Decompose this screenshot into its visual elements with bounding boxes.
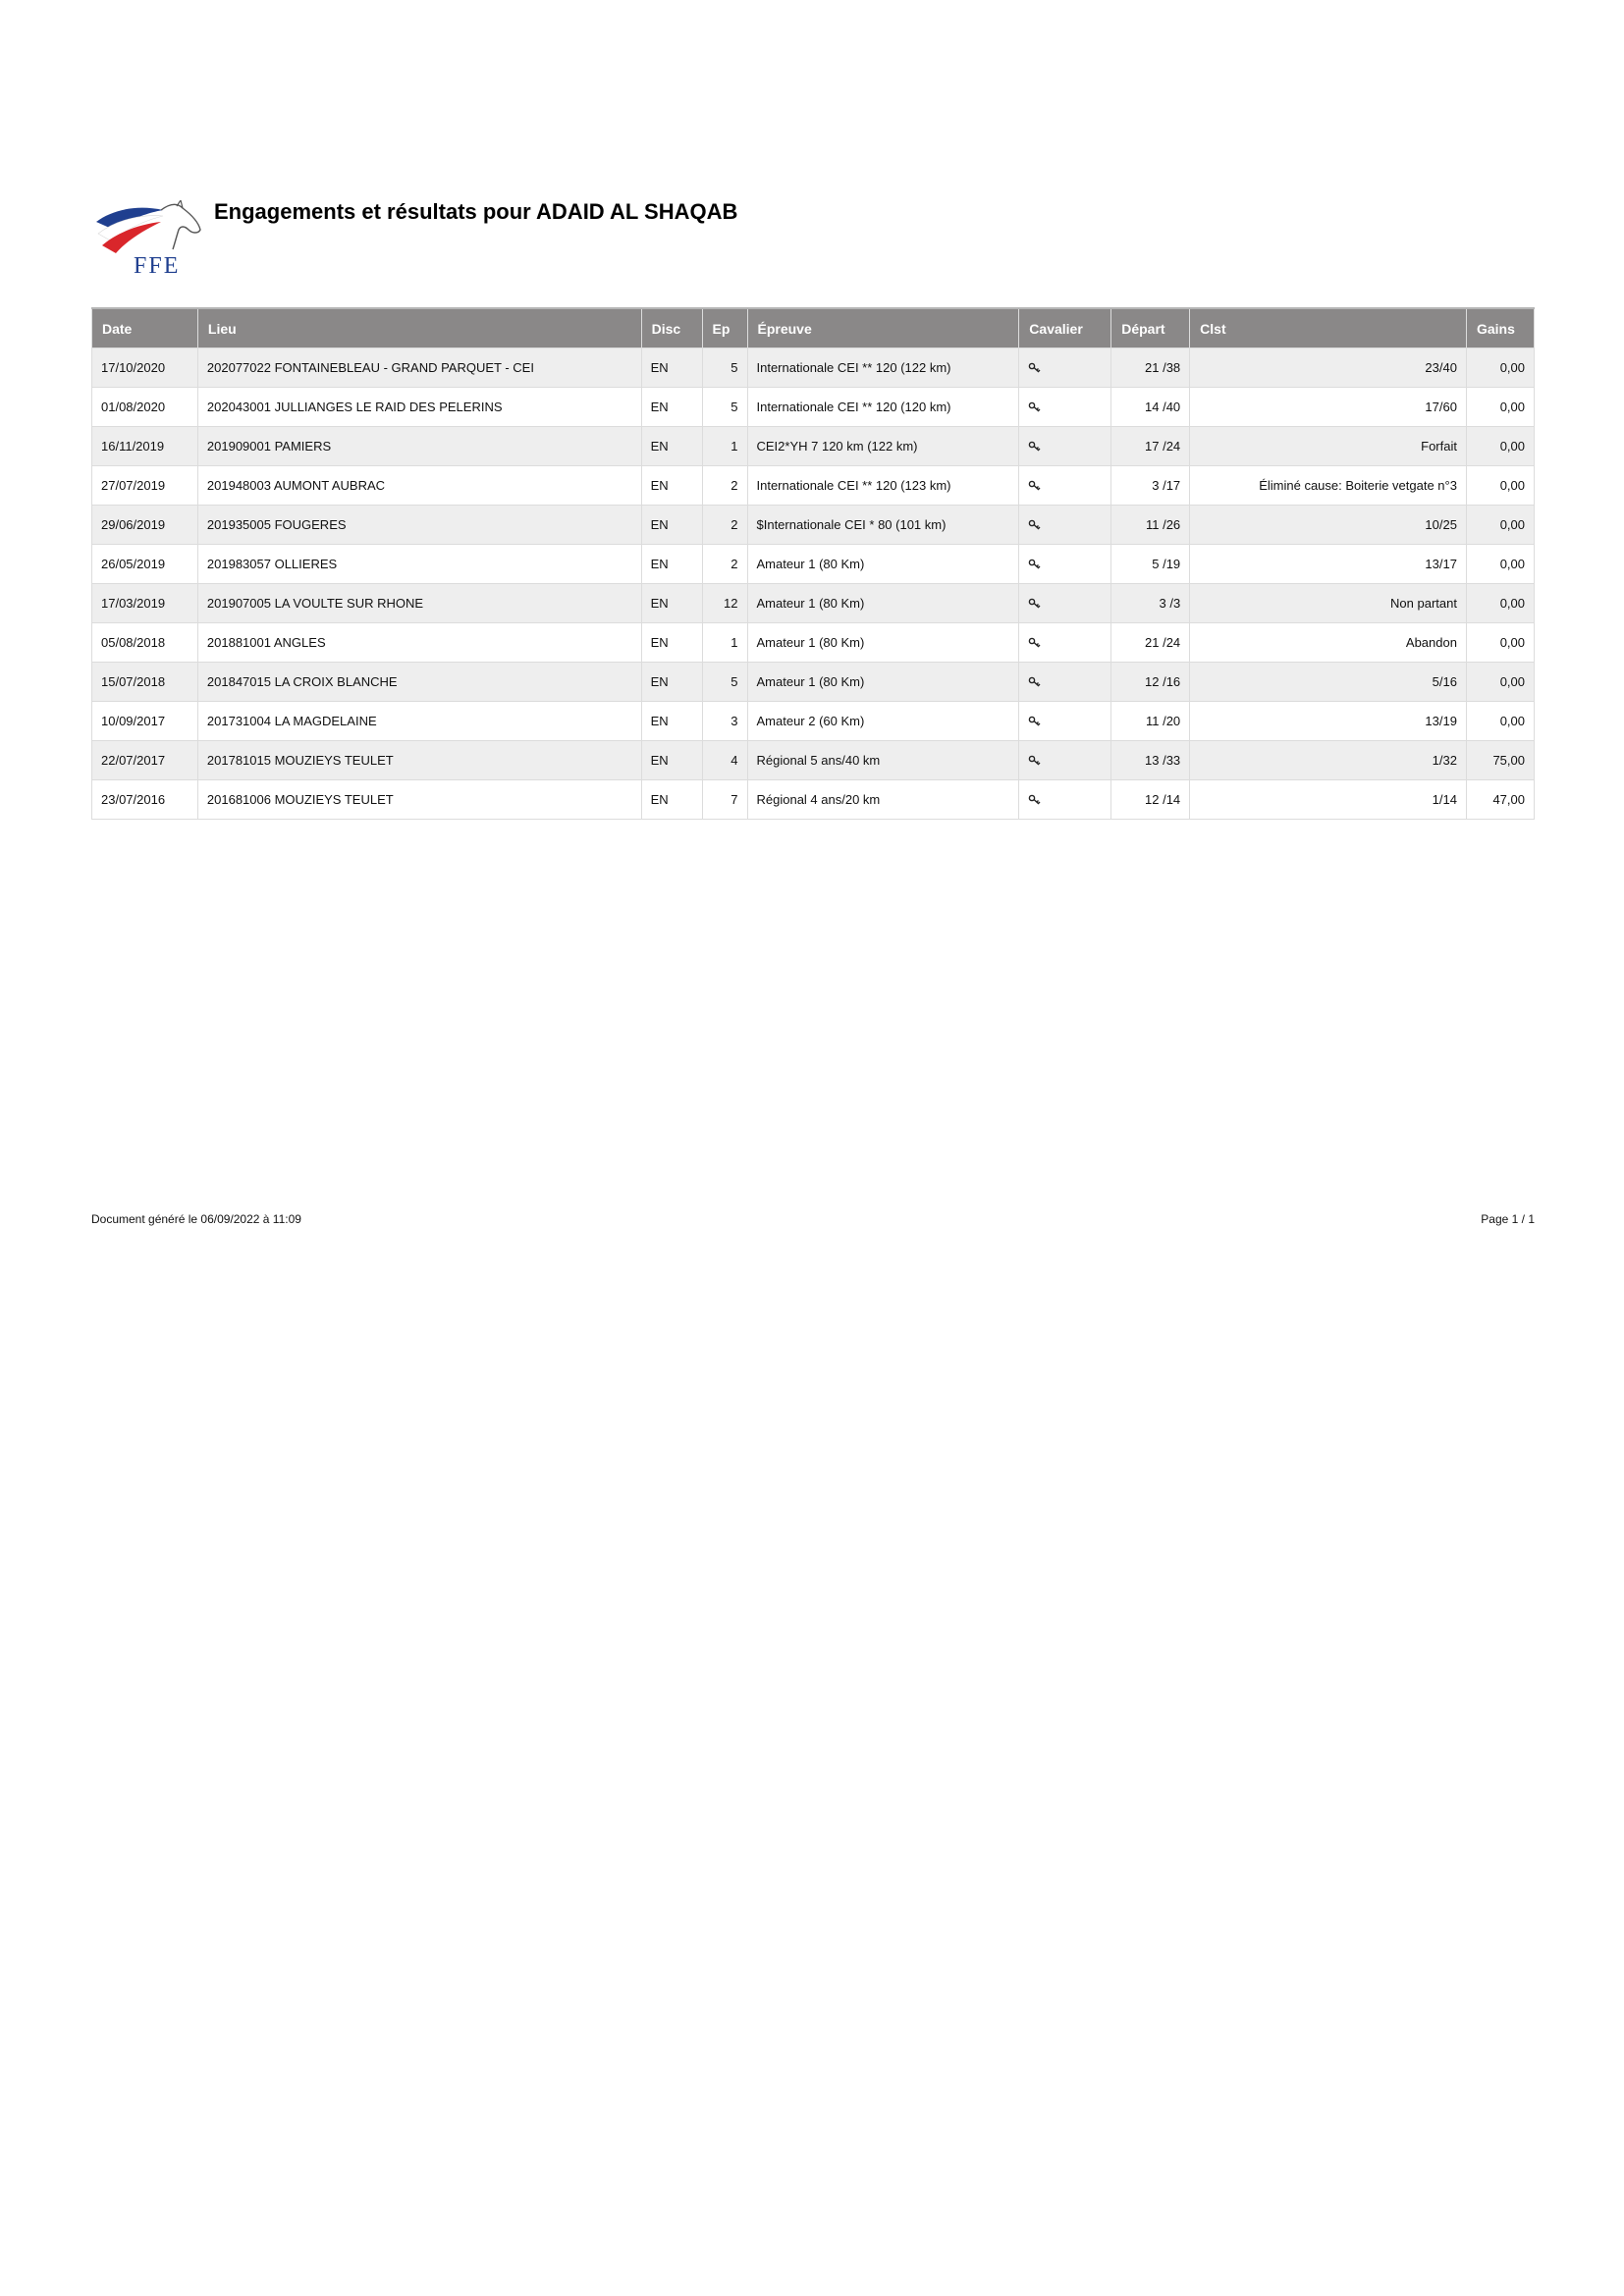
cell-disc: EN <box>641 545 702 584</box>
cell-lieu: 201935005 FOUGERES <box>197 506 641 545</box>
page-title: Engagements et résultats pour ADAID AL SHAQAB <box>214 199 738 224</box>
cell-date: 15/07/2018 <box>92 663 198 702</box>
key-icon[interactable] <box>1028 636 1042 650</box>
cell-clst: 13/19 <box>1190 702 1467 741</box>
cell-depart: 5 /19 <box>1111 545 1190 584</box>
cell-lieu: 201907005 LA VOULTE SUR RHONE <box>197 584 641 623</box>
cell-clst: 17/60 <box>1190 388 1467 427</box>
cell-epreuve: $Internationale CEI * 80 (101 km) <box>747 506 1019 545</box>
cell-lieu: 201983057 OLLIERES <box>197 545 641 584</box>
cell-depart: 14 /40 <box>1111 388 1190 427</box>
key-icon[interactable] <box>1028 518 1042 532</box>
table-row <box>92 584 1535 623</box>
column-header-1: Lieu <box>197 308 641 348</box>
cell-depart: 12 /16 <box>1111 663 1190 702</box>
cell-ep: 7 <box>702 780 747 820</box>
table-row <box>92 663 1535 702</box>
cell-depart: 3 /17 <box>1111 466 1190 506</box>
cell-gains: 47,00 <box>1466 780 1534 820</box>
cell-clst: Non partant <box>1190 584 1467 623</box>
cell-epreuve: Amateur 2 (60 Km) <box>747 702 1019 741</box>
cell-disc: EN <box>641 388 702 427</box>
cell-lieu: 202077022 FONTAINEBLEAU - GRAND PARQUET - CEI <box>197 348 641 388</box>
cell-gains: 0,00 <box>1466 623 1534 663</box>
cavalier-cell <box>1019 663 1111 702</box>
cell-depart: 21 /38 <box>1111 348 1190 388</box>
cell-epreuve: Régional 5 ans/40 km <box>747 741 1019 780</box>
cavalier-cell <box>1019 427 1111 466</box>
cell-ep: 1 <box>702 623 747 663</box>
page-number: Page 1 / 1 <box>1481 1212 1535 1226</box>
cavalier-cell <box>1019 466 1111 506</box>
cell-date: 16/11/2019 <box>92 427 198 466</box>
cavalier-cell <box>1019 584 1111 623</box>
cavalier-cell <box>1019 545 1111 584</box>
generated-note: Document généré le 06/09/2022 à 11:09 <box>91 1212 301 1226</box>
cavalier-cell <box>1019 741 1111 780</box>
table-row <box>92 545 1535 584</box>
cell-ep: 5 <box>702 663 747 702</box>
cell-disc: EN <box>641 780 702 820</box>
cell-lieu: 201781015 MOUZIEYS TEULET <box>197 741 641 780</box>
cavalier-cell <box>1019 623 1111 663</box>
table-row <box>92 427 1535 466</box>
key-icon[interactable] <box>1028 715 1042 728</box>
cell-disc: EN <box>641 427 702 466</box>
cell-disc: EN <box>641 466 702 506</box>
cell-ep: 1 <box>702 427 747 466</box>
cell-clst: 13/17 <box>1190 545 1467 584</box>
column-header-3: Ep <box>702 308 747 348</box>
cell-date: 05/08/2018 <box>92 623 198 663</box>
cell-epreuve: CEI2*YH 7 120 km (122 km) <box>747 427 1019 466</box>
table-body <box>92 348 1535 820</box>
cell-clst: 1/14 <box>1190 780 1467 820</box>
cell-gains: 0,00 <box>1466 584 1534 623</box>
column-header-5: Cavalier <box>1019 308 1111 348</box>
cell-ep: 2 <box>702 506 747 545</box>
column-header-6: Départ <box>1111 308 1190 348</box>
cell-gains: 0,00 <box>1466 466 1534 506</box>
key-icon[interactable] <box>1028 440 1042 454</box>
cell-date: 27/07/2019 <box>92 466 198 506</box>
cell-depart: 17 /24 <box>1111 427 1190 466</box>
cell-epreuve: Amateur 1 (80 Km) <box>747 545 1019 584</box>
cell-date: 17/10/2020 <box>92 348 198 388</box>
cell-gains: 0,00 <box>1466 702 1534 741</box>
cell-ep: 12 <box>702 584 747 623</box>
cell-clst: Éliminé cause: Boiterie vetgate n°3 <box>1190 466 1467 506</box>
cell-ep: 2 <box>702 466 747 506</box>
cell-date: 26/05/2019 <box>92 545 198 584</box>
cell-disc: EN <box>641 623 702 663</box>
cell-lieu: 201847015 LA CROIX BLANCHE <box>197 663 641 702</box>
table-row <box>92 780 1535 820</box>
table-row <box>92 348 1535 388</box>
column-header-0: Date <box>92 308 198 348</box>
cell-disc: EN <box>641 663 702 702</box>
cell-depart: 11 /26 <box>1111 506 1190 545</box>
cell-depart: 21 /24 <box>1111 623 1190 663</box>
table-row <box>92 506 1535 545</box>
key-icon[interactable] <box>1028 400 1042 414</box>
key-icon[interactable] <box>1028 675 1042 689</box>
cell-gains: 0,00 <box>1466 348 1534 388</box>
cell-epreuve: Amateur 1 (80 Km) <box>747 584 1019 623</box>
column-header-4: Épreuve <box>747 308 1019 348</box>
cavalier-cell <box>1019 506 1111 545</box>
cell-ep: 2 <box>702 545 747 584</box>
cell-lieu: 201881001 ANGLES <box>197 623 641 663</box>
cell-lieu: 201731004 LA MAGDELAINE <box>197 702 641 741</box>
table-row <box>92 623 1535 663</box>
table-row <box>92 702 1535 741</box>
cell-lieu: 201948003 AUMONT AUBRAC <box>197 466 641 506</box>
column-header-7: Clst <box>1190 308 1467 348</box>
cell-disc: EN <box>641 348 702 388</box>
cell-epreuve: Régional 4 ans/20 km <box>747 780 1019 820</box>
table-row <box>92 466 1535 506</box>
key-icon[interactable] <box>1028 793 1042 807</box>
cell-date: 23/07/2016 <box>92 780 198 820</box>
table-header-row <box>92 308 1535 348</box>
cell-clst: 10/25 <box>1190 506 1467 545</box>
cell-gains: 0,00 <box>1466 663 1534 702</box>
key-icon[interactable] <box>1028 479 1042 493</box>
cell-depart: 13 /33 <box>1111 741 1190 780</box>
cell-gains: 0,00 <box>1466 388 1534 427</box>
key-icon[interactable] <box>1028 597 1042 611</box>
cavalier-cell <box>1019 780 1111 820</box>
cell-clst: 23/40 <box>1190 348 1467 388</box>
cell-gains: 0,00 <box>1466 545 1534 584</box>
cell-lieu: 201681006 MOUZIEYS TEULET <box>197 780 641 820</box>
key-icon[interactable] <box>1028 558 1042 571</box>
cell-date: 01/08/2020 <box>92 388 198 427</box>
cell-clst: Forfait <box>1190 427 1467 466</box>
cell-disc: EN <box>641 702 702 741</box>
cell-date: 10/09/2017 <box>92 702 198 741</box>
column-header-2: Disc <box>641 308 702 348</box>
cell-gains: 75,00 <box>1466 741 1534 780</box>
cell-epreuve: Internationale CEI ** 120 (120 km) <box>747 388 1019 427</box>
cell-gains: 0,00 <box>1466 506 1534 545</box>
key-icon[interactable] <box>1028 361 1042 375</box>
results-table <box>91 307 1535 820</box>
cell-disc: EN <box>641 741 702 780</box>
cell-date: 17/03/2019 <box>92 584 198 623</box>
cavalier-cell <box>1019 348 1111 388</box>
logo-text: FFE <box>134 253 181 279</box>
key-icon[interactable] <box>1028 754 1042 768</box>
cell-ep: 5 <box>702 348 747 388</box>
cell-depart: 11 /20 <box>1111 702 1190 741</box>
cell-date: 22/07/2017 <box>92 741 198 780</box>
table-row <box>92 741 1535 780</box>
cell-lieu: 201909001 PAMIERS <box>197 427 641 466</box>
column-header-8: Gains <box>1466 308 1534 348</box>
cell-lieu: 202043001 JULLIANGES LE RAID DES PELERINS <box>197 388 641 427</box>
cavalier-cell <box>1019 702 1111 741</box>
cell-disc: EN <box>641 584 702 623</box>
table-row <box>92 388 1535 427</box>
cell-ep: 5 <box>702 388 747 427</box>
cell-epreuve: Internationale CEI ** 120 (123 km) <box>747 466 1019 506</box>
cell-depart: 3 /3 <box>1111 584 1190 623</box>
cell-ep: 4 <box>702 741 747 780</box>
cell-clst: 1/32 <box>1190 741 1467 780</box>
cell-date: 29/06/2019 <box>92 506 198 545</box>
cell-epreuve: Amateur 1 (80 Km) <box>747 663 1019 702</box>
cell-gains: 0,00 <box>1466 427 1534 466</box>
cell-depart: 12 /14 <box>1111 780 1190 820</box>
cell-epreuve: Internationale CEI ** 120 (122 km) <box>747 348 1019 388</box>
cell-ep: 3 <box>702 702 747 741</box>
cell-clst: Abandon <box>1190 623 1467 663</box>
cavalier-cell <box>1019 388 1111 427</box>
cell-clst: 5/16 <box>1190 663 1467 702</box>
cell-disc: EN <box>641 506 702 545</box>
ffe-logo <box>92 200 204 279</box>
cell-epreuve: Amateur 1 (80 Km) <box>747 623 1019 663</box>
